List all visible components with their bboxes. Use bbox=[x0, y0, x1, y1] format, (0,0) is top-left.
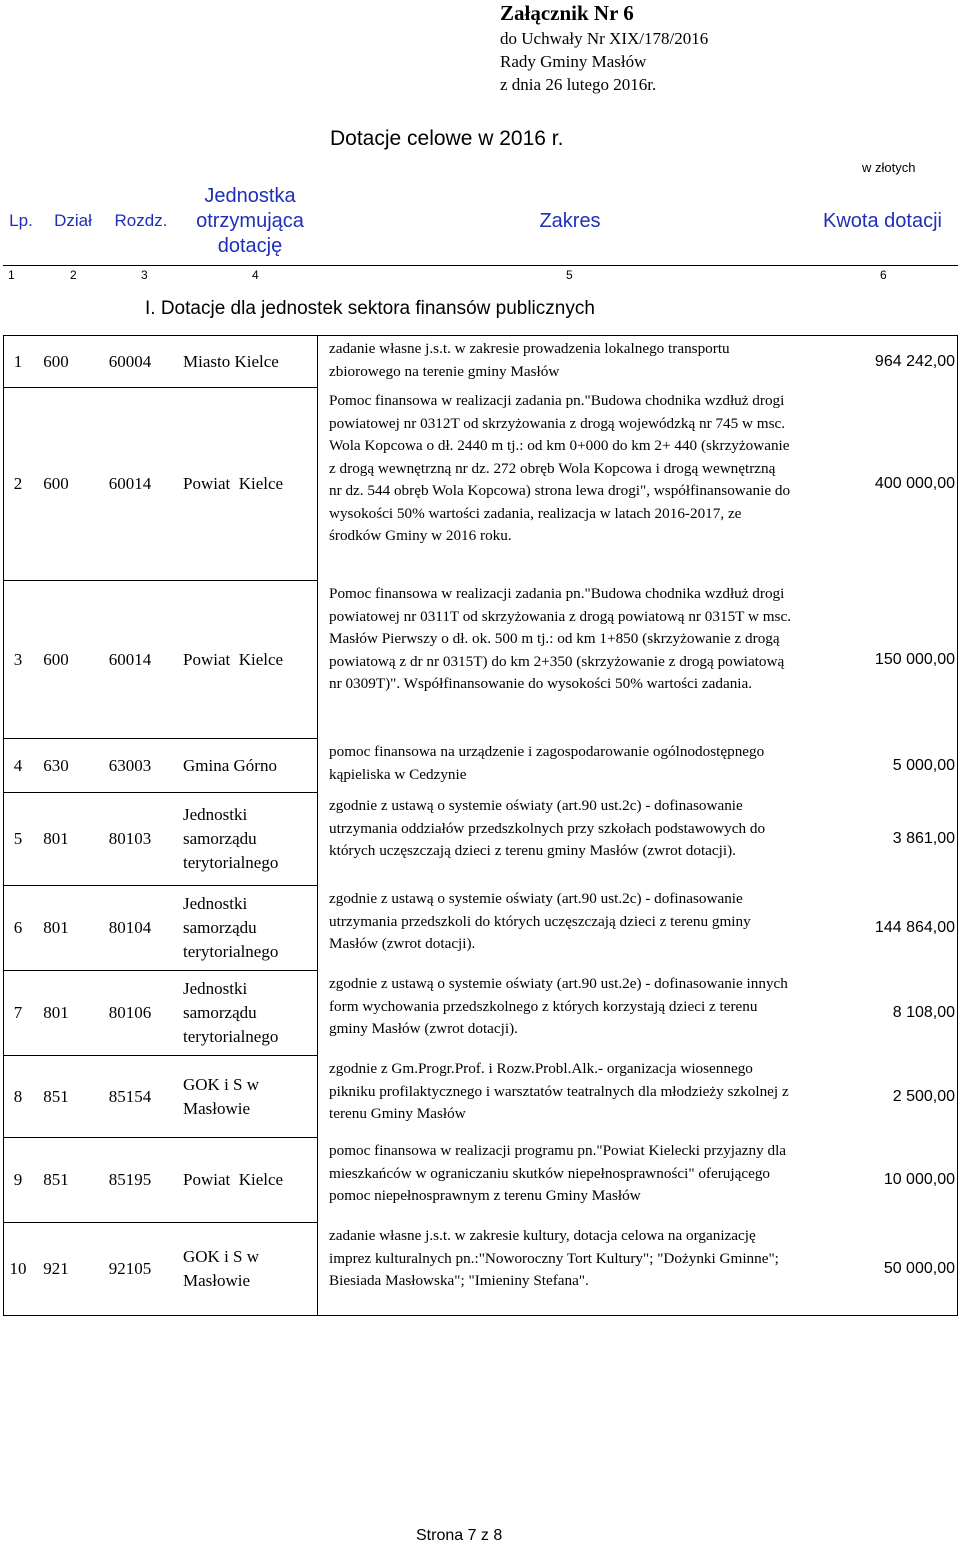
column-header-lp: Lp. bbox=[9, 211, 33, 230]
row-rozdzial: 85195 bbox=[108, 1170, 152, 1189]
row-dzial: 630 bbox=[43, 755, 69, 775]
row-rozdzial: 85154 bbox=[108, 1086, 152, 1106]
row-jednostka: Miasto Kielce bbox=[183, 351, 279, 371]
row-kwota: 400 000,00 bbox=[874, 475, 955, 492]
column-number-1: 1 bbox=[8, 268, 15, 282]
column-header-zakres: Zakres bbox=[539, 209, 601, 232]
table-row bbox=[3, 886, 958, 970]
row-jednostka: Jednostki samorządu terytorialnego bbox=[183, 894, 279, 961]
row-rozdzial: 60014 bbox=[108, 474, 152, 493]
row-rozdzial: 60004 bbox=[108, 351, 152, 371]
row-lp: 4 bbox=[13, 755, 23, 775]
row-rozdzial: 80104 bbox=[108, 918, 152, 937]
row-zakres: pomoc finansowa w realizacji programu pn."Powiat Kielecki przyjazny dla mieszkańców w ograniczaniu skutków niepełnosprawności" oferującego pomoc niepełnosprawnym z terenu Gminy Masłów bbox=[329, 1142, 787, 1204]
row-kwota: 10 000,00 bbox=[883, 1171, 955, 1188]
row-rozdzial: 63003 bbox=[108, 755, 152, 775]
currency-note: w złotych bbox=[862, 160, 916, 175]
row-lp: 9 bbox=[13, 1170, 23, 1189]
row-zakres: zgodnie z ustawą o systemie oświaty (art.90 ust.2c) - dofinasowanie utrzymania oddziałów przedszkolnych przy szkołach podstawowych do których uczęszczają dzieci z terenu gminy Masłów (zwrot dotacji). bbox=[329, 797, 766, 859]
resolution-number: do Uchwały Nr XIX/178/2016 bbox=[500, 29, 709, 48]
row-rozdzial: 92105 bbox=[108, 1259, 152, 1278]
table-bottom-line bbox=[3, 1315, 958, 1316]
row-dzial: 801 bbox=[43, 1003, 69, 1022]
row-zakres: zadanie własne j.s.t. w zakresie prowadzenia lokalnego transportu zbiorowego na terenie gminy Masłów bbox=[329, 340, 730, 380]
row-lp: 8 bbox=[13, 1086, 23, 1106]
row-kwota: 5 000,00 bbox=[892, 756, 955, 774]
row-zakres: zgodnie z ustawą o systemie oświaty (art.90 ust.2e) - dofinasowanie innych form wychowania przedszkolnego z których korzystają dzieci z terenu gminy Masłów (zwrot dotacji). bbox=[329, 975, 788, 1037]
row-jednostka: Powiat Kielce bbox=[183, 474, 284, 493]
row-zakres: Pomoc finansowa w realizacji zadania pn."Budowa chodnika wzdłuż drogi powiatowej nr 0311T od skrzyżowania z drogą powiatową nr 0315T w msc. Masłów Pierwszy o dł. ok. 500 m tj.: od km 1+850 (skrzyżowanie z drogą powiatową z dr nr 0315T) do km 2+350 (skrzyżowanie z drogą powiatową nr 0309T)". Współfinansowanie do wysokości 50% wartości zadania. bbox=[329, 585, 791, 692]
row-lp: 10 bbox=[9, 1259, 27, 1278]
row-dzial: 921 bbox=[43, 1259, 69, 1278]
row-dzial: 851 bbox=[43, 1086, 69, 1106]
row-kwota: 144 864,00 bbox=[874, 919, 955, 936]
column-number-5: 5 bbox=[566, 268, 573, 282]
row-jednostka: Powiat Kielce bbox=[183, 1170, 284, 1189]
column-header-dzial: Dział bbox=[54, 211, 92, 230]
column-number-4: 4 bbox=[252, 268, 259, 282]
column-number-2: 2 bbox=[70, 268, 77, 282]
row-dzial: 600 bbox=[43, 474, 69, 493]
table-row bbox=[3, 1223, 958, 1315]
row-kwota: 8 108,00 bbox=[892, 1004, 955, 1021]
table-row bbox=[3, 793, 958, 885]
document-title: Dotacje celowe w 2016 r. bbox=[330, 127, 564, 150]
row-kwota: 3 861,00 bbox=[892, 830, 955, 847]
row-zakres: pomoc finansowa na urządzenie i zagospodarowanie ogólnodostępnego kąpieliska w Cedzynie bbox=[329, 743, 765, 783]
row-lp: 2 bbox=[13, 474, 23, 493]
annex-title: Załącznik Nr 6 bbox=[500, 1, 634, 25]
resolution-date: z dnia 26 lutego 2016r. bbox=[500, 75, 657, 94]
row-rozdzial: 60014 bbox=[108, 649, 152, 669]
column-number-6: 6 bbox=[880, 268, 887, 282]
row-rozdzial: 80103 bbox=[108, 829, 152, 848]
council-name: Rady Gminy Masłów bbox=[500, 52, 647, 71]
row-lp: 7 bbox=[13, 1003, 23, 1022]
column-number-3: 3 bbox=[141, 268, 148, 282]
row-kwota: 150 000,00 bbox=[874, 650, 955, 668]
row-rozdzial: 80106 bbox=[108, 1003, 152, 1022]
row-jednostka: GOK i S w Masłowie bbox=[183, 1074, 260, 1118]
row-dzial: 801 bbox=[43, 829, 69, 848]
header-divider bbox=[3, 265, 958, 266]
row-dzial: 600 bbox=[43, 649, 69, 669]
row-dzial: 851 bbox=[43, 1170, 69, 1189]
row-zakres: zadanie własne j.s.t. w zakresie kultury, dotacja celowa na organizację imprez kulturalnych pn.:"Noworoczny Tort Kultury"; "Dożynki Gminne"; Biesiada Masłowska"; "Imieniny Stefana". bbox=[329, 1227, 779, 1289]
row-jednostka: GOK i S w Masłowie bbox=[183, 1247, 260, 1290]
row-kwota: 50 000,00 bbox=[883, 1260, 955, 1277]
table-row bbox=[3, 1138, 958, 1222]
row-jednostka: Jednostki samorządu terytorialnego bbox=[183, 979, 279, 1046]
row-lp: 3 bbox=[13, 649, 23, 669]
row-jednostka: Powiat Kielce bbox=[183, 649, 284, 669]
row-kwota: 964 242,00 bbox=[874, 352, 955, 370]
column-header-rozdz: Rozdz. bbox=[114, 211, 168, 230]
row-zakres: zgodnie z Gm.Progr.Prof. i Rozw.Probl.Alk.- organizacja wiosennego pikniku profilaktycznego i warsztatów teatralnych dla młodzieży szkolnej z terenu Gminy Masłów bbox=[329, 1060, 789, 1122]
page-number: Strona 7 z 8 bbox=[416, 1527, 503, 1544]
row-jednostka: Jednostki samorządu terytorialnego bbox=[183, 805, 279, 872]
row-kwota: 2 500,00 bbox=[892, 1087, 955, 1105]
row-lp: 5 bbox=[13, 829, 23, 848]
column-header-jednostka: Jednostka otrzymująca dotację bbox=[196, 184, 304, 257]
table-row bbox=[3, 388, 958, 580]
row-jednostka: Gmina Górno bbox=[183, 755, 277, 775]
row-lp: 1 bbox=[13, 351, 23, 371]
column-header-kwota: Kwota dotacji bbox=[823, 209, 942, 232]
table-row bbox=[3, 971, 958, 1055]
table-row bbox=[3, 1056, 958, 1137]
section-title: I. Dotacje dla jednostek sektora finansów publicznych bbox=[145, 298, 595, 319]
table-row bbox=[3, 336, 958, 387]
row-zakres: Pomoc finansowa w realizacji zadania pn."Budowa chodnika wzdłuż drogi powiatowej nr 0312T od skrzyżowania z drogą wojewódzką nr 745 w msc. Wola Kopcowa o dł. 2440 m tj.: od km 0+000 do km 2+ 440 (skrzyżowanie z drogą wewnętrzną nr dz. 272 obręb Wola Kopcowa i drogą wewnętrzną nr dz. 544 obręb Wola Kopcowa) strona lewa drogi", współfinansowanie do wysokości 50% wartości zadania, realizacja w latach 2016-2017, ze środków Gminy w 2016 roku. bbox=[329, 392, 791, 544]
row-lp: 6 bbox=[13, 918, 23, 937]
table-row bbox=[3, 581, 958, 738]
row-dzial: 600 bbox=[43, 351, 69, 371]
table-row bbox=[3, 739, 958, 792]
row-dzial: 801 bbox=[43, 918, 69, 937]
row-zakres: zgodnie z ustawą o systemie oświaty (art.90 ust.2c) - dofinasowanie utrzymania przedszkoli do których uczęszczają dzieci z terenu gminy Masłów (zwrot dotacji). bbox=[329, 890, 751, 952]
